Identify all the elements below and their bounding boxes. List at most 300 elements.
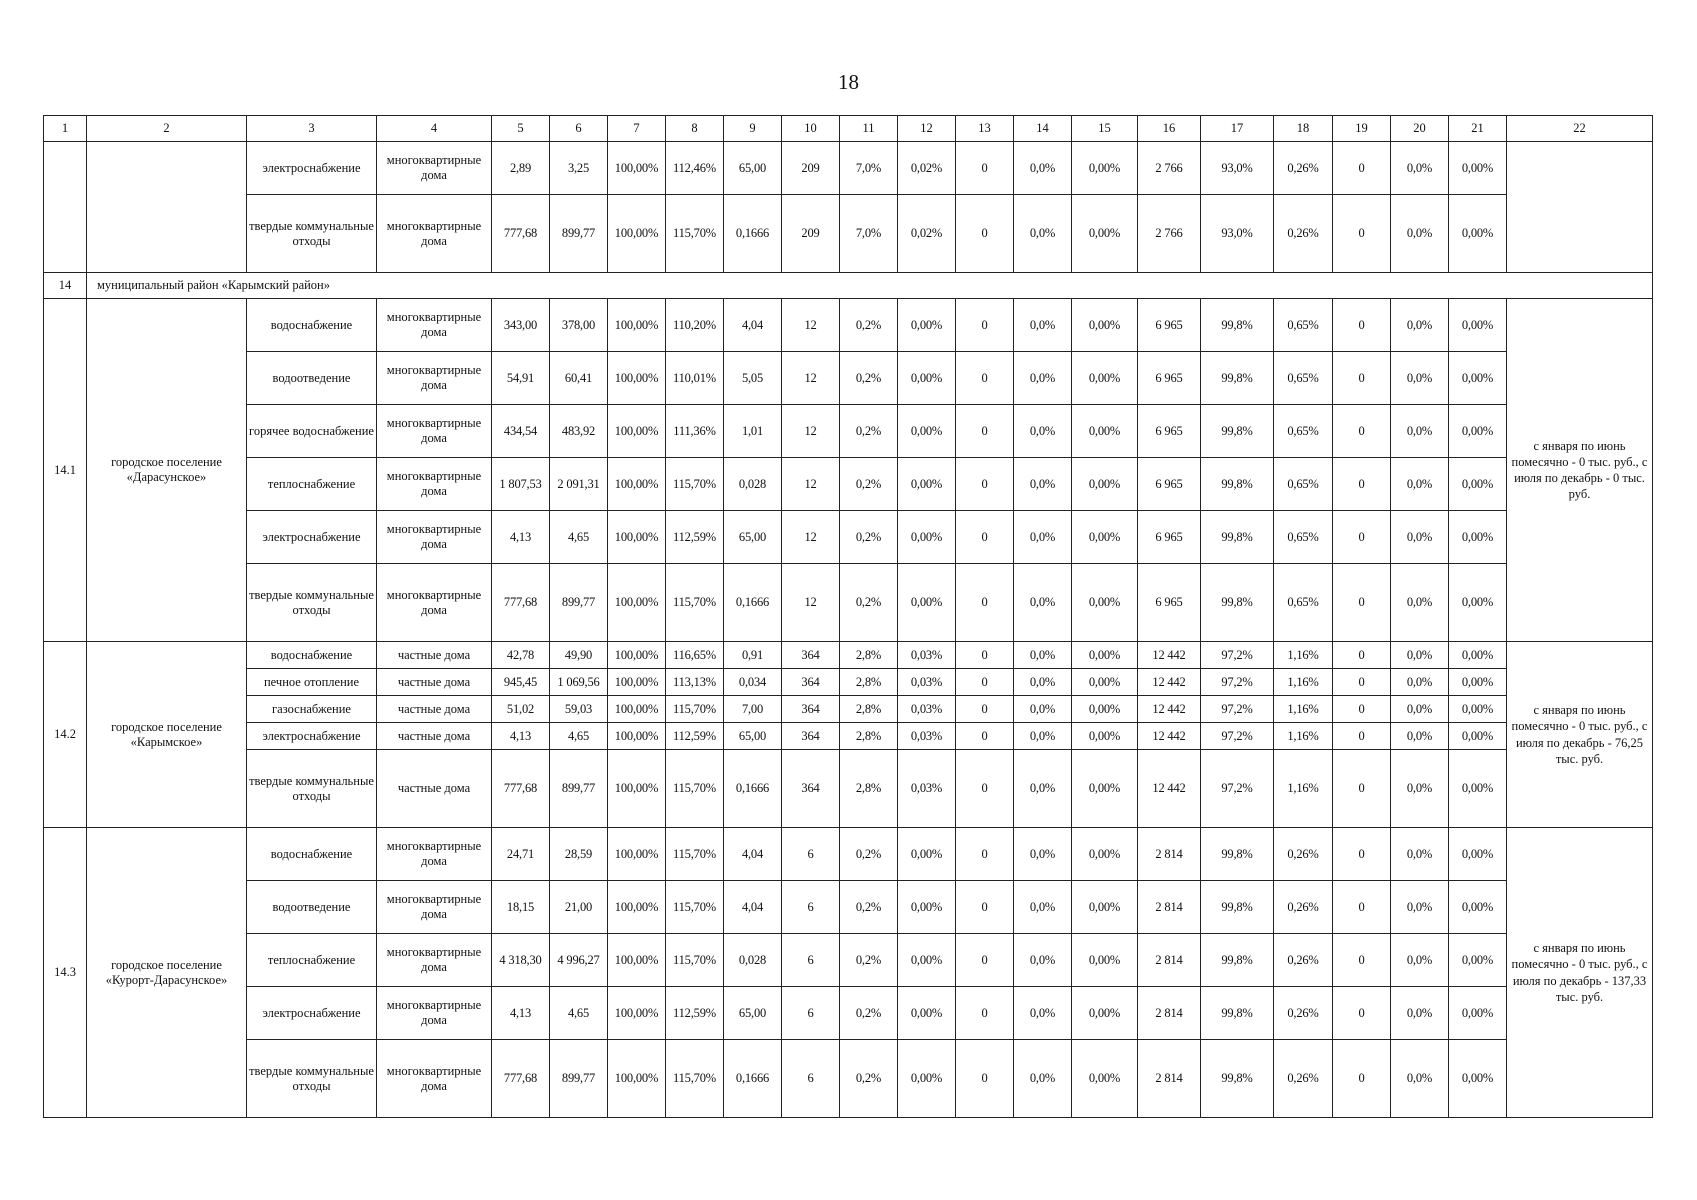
- service-cell: водоотведение: [247, 881, 377, 934]
- value-cell: 0: [1333, 750, 1391, 828]
- value-cell: 0: [1333, 828, 1391, 881]
- value-cell: 0,00%: [1449, 750, 1507, 828]
- value-cell: 42,78: [492, 642, 550, 669]
- value-cell: 100,00%: [608, 405, 666, 458]
- value-cell: 7,00: [724, 696, 782, 723]
- value-cell: 0: [956, 881, 1014, 934]
- value-cell: 0: [1333, 987, 1391, 1040]
- value-cell: 2 766: [1138, 195, 1201, 273]
- service-cell: водоснабжение: [247, 299, 377, 352]
- value-cell: 49,90: [550, 642, 608, 669]
- value-cell: 4,65: [550, 987, 608, 1040]
- value-cell: 0,034: [724, 669, 782, 696]
- value-cell: 12: [782, 564, 840, 642]
- value-cell: 0,65%: [1274, 352, 1333, 405]
- value-cell: 99,8%: [1201, 458, 1274, 511]
- value-cell: 0,00%: [1072, 696, 1138, 723]
- value-cell: 0: [956, 299, 1014, 352]
- value-cell: 0,65%: [1274, 458, 1333, 511]
- value-cell: 115,70%: [666, 828, 724, 881]
- column-number-cell: 19: [1333, 116, 1391, 142]
- value-cell: 364: [782, 750, 840, 828]
- value-cell: 364: [782, 669, 840, 696]
- value-cell: 112,46%: [666, 142, 724, 195]
- housing-type-cell: частные дома: [377, 696, 492, 723]
- service-cell: горячее водоснабжение: [247, 405, 377, 458]
- value-cell: 0: [1333, 669, 1391, 696]
- value-cell: 0,0%: [1014, 511, 1072, 564]
- value-cell: 364: [782, 696, 840, 723]
- value-cell: 99,8%: [1201, 352, 1274, 405]
- value-cell: 100,00%: [608, 352, 666, 405]
- column-number-cell: 16: [1138, 116, 1201, 142]
- value-cell: 4 996,27: [550, 934, 608, 987]
- value-cell: 434,54: [492, 405, 550, 458]
- service-cell: твердые коммунальные отходы: [247, 750, 377, 828]
- value-cell: 4,13: [492, 723, 550, 750]
- value-cell: 0,00%: [898, 564, 956, 642]
- value-cell: 0,2%: [840, 405, 898, 458]
- housing-type-cell: частные дома: [377, 723, 492, 750]
- value-cell: 0,00%: [1072, 1040, 1138, 1118]
- value-cell: 899,77: [550, 750, 608, 828]
- page-number: 18: [838, 70, 859, 94]
- value-cell: 2,8%: [840, 696, 898, 723]
- value-cell: 6 965: [1138, 511, 1201, 564]
- value-cell: 2 814: [1138, 828, 1201, 881]
- value-cell: 65,00: [724, 987, 782, 1040]
- value-cell: 0,02%: [898, 195, 956, 273]
- value-cell: 0,2%: [840, 934, 898, 987]
- value-cell: 28,59: [550, 828, 608, 881]
- row-number-cell: 14.3: [44, 828, 87, 1118]
- value-cell: 0,0%: [1014, 934, 1072, 987]
- value-cell: 2 814: [1138, 987, 1201, 1040]
- housing-type-cell: многоквартирные дома: [377, 564, 492, 642]
- value-cell: 0,00%: [1072, 669, 1138, 696]
- table-row: [44, 881, 1653, 934]
- service-cell: теплоснабжение: [247, 458, 377, 511]
- value-cell: 0: [1333, 564, 1391, 642]
- value-cell: 777,68: [492, 1040, 550, 1118]
- settlement-cell: городское поселение «Дарасунское»: [87, 299, 247, 642]
- value-cell: 0,00%: [1449, 564, 1507, 642]
- value-cell: 0,65%: [1274, 405, 1333, 458]
- value-cell: 65,00: [724, 511, 782, 564]
- value-cell: 100,00%: [608, 564, 666, 642]
- settlement-cell: городское поселение «Карымское»: [87, 642, 247, 828]
- value-cell: 0,26%: [1274, 934, 1333, 987]
- value-cell: 6: [782, 987, 840, 1040]
- table-row: [44, 142, 1653, 195]
- value-cell: 0,0%: [1391, 828, 1449, 881]
- value-cell: 0,00%: [1072, 564, 1138, 642]
- table-row: [44, 696, 1653, 723]
- housing-type-cell: многоквартирные дома: [377, 405, 492, 458]
- value-cell: 1,16%: [1274, 723, 1333, 750]
- value-cell: 100,00%: [608, 1040, 666, 1118]
- value-cell: 777,68: [492, 750, 550, 828]
- column-number-cell: 8: [666, 116, 724, 142]
- value-cell: 0,0%: [1391, 881, 1449, 934]
- table-row: [44, 195, 1653, 273]
- value-cell: 0,00%: [1449, 352, 1507, 405]
- column-number-row: [44, 116, 1653, 142]
- value-cell: 0: [1333, 352, 1391, 405]
- housing-type-cell: многоквартирные дома: [377, 987, 492, 1040]
- value-cell: 1,16%: [1274, 750, 1333, 828]
- table-row: [44, 828, 1653, 881]
- row-number-cell: 14.1: [44, 299, 87, 642]
- service-cell: электроснабжение: [247, 142, 377, 195]
- value-cell: 0,00%: [1449, 723, 1507, 750]
- value-cell: 100,00%: [608, 750, 666, 828]
- value-cell: 100,00%: [608, 669, 666, 696]
- column-number-cell: 1: [44, 116, 87, 142]
- table-row: [44, 458, 1653, 511]
- value-cell: 0: [1333, 723, 1391, 750]
- value-cell: 0,00%: [1449, 142, 1507, 195]
- value-cell: 97,2%: [1201, 723, 1274, 750]
- value-cell: 899,77: [550, 564, 608, 642]
- value-cell: 6 965: [1138, 405, 1201, 458]
- value-cell: 0,03%: [898, 669, 956, 696]
- service-cell: твердые коммунальные отходы: [247, 564, 377, 642]
- value-cell: 0,00%: [1449, 828, 1507, 881]
- value-cell: 0: [956, 564, 1014, 642]
- value-cell: 6: [782, 881, 840, 934]
- value-cell: 0,0%: [1014, 564, 1072, 642]
- table-row: [44, 352, 1653, 405]
- value-cell: 0,0%: [1391, 458, 1449, 511]
- value-cell: 0: [956, 696, 1014, 723]
- value-cell: 99,8%: [1201, 564, 1274, 642]
- value-cell: 3,25: [550, 142, 608, 195]
- value-cell: 0,26%: [1274, 142, 1333, 195]
- value-cell: 2 814: [1138, 934, 1201, 987]
- housing-type-cell: частные дома: [377, 669, 492, 696]
- value-cell: 0,00%: [898, 299, 956, 352]
- value-cell: 0,0%: [1014, 299, 1072, 352]
- value-cell: 0,00%: [1072, 987, 1138, 1040]
- value-cell: 0: [956, 934, 1014, 987]
- value-cell: 97,2%: [1201, 669, 1274, 696]
- value-cell: 97,2%: [1201, 750, 1274, 828]
- value-cell: 4,04: [724, 828, 782, 881]
- housing-type-cell: многоквартирные дома: [377, 934, 492, 987]
- value-cell: 12: [782, 458, 840, 511]
- value-cell: 0: [956, 1040, 1014, 1118]
- value-cell: 0,00%: [1449, 299, 1507, 352]
- table-row: [44, 750, 1653, 828]
- value-cell: 1,01: [724, 405, 782, 458]
- value-cell: 65,00: [724, 723, 782, 750]
- value-cell: 2,8%: [840, 642, 898, 669]
- value-cell: 0,0%: [1391, 987, 1449, 1040]
- value-cell: 2,8%: [840, 750, 898, 828]
- value-cell: 115,70%: [666, 881, 724, 934]
- value-cell: 0,00%: [898, 458, 956, 511]
- column-number-cell: 17: [1201, 116, 1274, 142]
- value-cell: 0,00%: [1072, 750, 1138, 828]
- value-cell: 378,00: [550, 299, 608, 352]
- value-cell: 0,00%: [1449, 669, 1507, 696]
- value-cell: 0,02%: [898, 142, 956, 195]
- service-cell: твердые коммунальные отходы: [247, 195, 377, 273]
- value-cell: 0: [1333, 642, 1391, 669]
- value-cell: 100,00%: [608, 723, 666, 750]
- value-cell: 115,70%: [666, 696, 724, 723]
- service-cell: печное отопление: [247, 669, 377, 696]
- value-cell: 0: [956, 142, 1014, 195]
- value-cell: 0,00%: [1449, 696, 1507, 723]
- service-cell: электроснабжение: [247, 723, 377, 750]
- value-cell: 12 442: [1138, 642, 1201, 669]
- value-cell: 0,2%: [840, 299, 898, 352]
- value-cell: 6: [782, 934, 840, 987]
- value-cell: 0,0%: [1014, 750, 1072, 828]
- value-cell: 0,0%: [1391, 405, 1449, 458]
- value-cell: 0,65%: [1274, 511, 1333, 564]
- value-cell: 0,2%: [840, 511, 898, 564]
- value-cell: 0,00%: [1072, 511, 1138, 564]
- column-number-cell: 21: [1449, 116, 1507, 142]
- value-cell: 12 442: [1138, 696, 1201, 723]
- value-cell: 209: [782, 195, 840, 273]
- value-cell: 0,0%: [1391, 750, 1449, 828]
- value-cell: 0: [956, 458, 1014, 511]
- district-row: [44, 273, 1653, 299]
- value-cell: 0: [1333, 299, 1391, 352]
- value-cell: 93,0%: [1201, 142, 1274, 195]
- value-cell: 12: [782, 405, 840, 458]
- value-cell: 0,0%: [1391, 696, 1449, 723]
- value-cell: 6: [782, 828, 840, 881]
- value-cell: 2,89: [492, 142, 550, 195]
- value-cell: 0: [956, 642, 1014, 669]
- value-cell: 100,00%: [608, 642, 666, 669]
- housing-type-cell: многоквартирные дома: [377, 511, 492, 564]
- table-row: [44, 987, 1653, 1040]
- value-cell: 1,16%: [1274, 642, 1333, 669]
- value-cell: 0,26%: [1274, 828, 1333, 881]
- value-cell: 0,0%: [1391, 669, 1449, 696]
- value-cell: 0: [1333, 511, 1391, 564]
- column-number-cell: 9: [724, 116, 782, 142]
- value-cell: 0,00%: [1449, 881, 1507, 934]
- value-cell: 1,16%: [1274, 669, 1333, 696]
- value-cell: 18,15: [492, 881, 550, 934]
- value-cell: 100,00%: [608, 881, 666, 934]
- note-cell: с января по июнь помесячно - 0 тыс. руб., с июля по декабрь - 76,25 тыс. руб.: [1507, 642, 1653, 828]
- value-cell: 99,8%: [1201, 405, 1274, 458]
- value-cell: 112,59%: [666, 987, 724, 1040]
- value-cell: 0,00%: [1072, 352, 1138, 405]
- table-row: [44, 405, 1653, 458]
- column-number-cell: 15: [1072, 116, 1138, 142]
- value-cell: 0,00%: [1449, 511, 1507, 564]
- value-cell: 945,45: [492, 669, 550, 696]
- value-cell: 6 965: [1138, 564, 1201, 642]
- district-number-cell: 14: [44, 273, 87, 299]
- value-cell: 0: [956, 352, 1014, 405]
- housing-type-cell: многоквартирные дома: [377, 142, 492, 195]
- table-row: [44, 299, 1653, 352]
- value-cell: 0,91: [724, 642, 782, 669]
- value-cell: 4,65: [550, 723, 608, 750]
- value-cell: 112,59%: [666, 511, 724, 564]
- value-cell: 0,65%: [1274, 564, 1333, 642]
- value-cell: 0,0%: [1014, 352, 1072, 405]
- value-cell: 343,00: [492, 299, 550, 352]
- value-cell: 0,2%: [840, 564, 898, 642]
- tariff-table: [43, 115, 1653, 1118]
- value-cell: 0,1666: [724, 564, 782, 642]
- value-cell: 0,0%: [1014, 987, 1072, 1040]
- value-cell: 2 766: [1138, 142, 1201, 195]
- value-cell: 24,71: [492, 828, 550, 881]
- value-cell: 0,00%: [1072, 828, 1138, 881]
- value-cell: 0,26%: [1274, 1040, 1333, 1118]
- value-cell: 12: [782, 352, 840, 405]
- value-cell: 0,0%: [1391, 299, 1449, 352]
- value-cell: 0,00%: [1449, 642, 1507, 669]
- value-cell: 21,00: [550, 881, 608, 934]
- value-cell: 0,65%: [1274, 299, 1333, 352]
- value-cell: 12 442: [1138, 669, 1201, 696]
- value-cell: 0,03%: [898, 750, 956, 828]
- value-cell: 99,8%: [1201, 1040, 1274, 1118]
- value-cell: 0: [1333, 458, 1391, 511]
- value-cell: 0: [956, 750, 1014, 828]
- value-cell: 0,00%: [1072, 405, 1138, 458]
- value-cell: 0,26%: [1274, 987, 1333, 1040]
- value-cell: 0,00%: [1449, 934, 1507, 987]
- value-cell: 99,8%: [1201, 828, 1274, 881]
- value-cell: 0,0%: [1014, 828, 1072, 881]
- settlement-cell: [87, 142, 247, 273]
- value-cell: 0,0%: [1391, 723, 1449, 750]
- value-cell: 99,8%: [1201, 881, 1274, 934]
- value-cell: 99,8%: [1201, 511, 1274, 564]
- value-cell: 0,0%: [1391, 934, 1449, 987]
- value-cell: 100,00%: [608, 828, 666, 881]
- value-cell: 0: [1333, 405, 1391, 458]
- value-cell: 364: [782, 723, 840, 750]
- value-cell: 110,20%: [666, 299, 724, 352]
- value-cell: 99,8%: [1201, 987, 1274, 1040]
- service-cell: электроснабжение: [247, 511, 377, 564]
- value-cell: 0,0%: [1391, 352, 1449, 405]
- value-cell: 0,1666: [724, 195, 782, 273]
- value-cell: 0,00%: [898, 934, 956, 987]
- value-cell: 12 442: [1138, 750, 1201, 828]
- value-cell: 4,13: [492, 987, 550, 1040]
- value-cell: 0,00%: [1072, 299, 1138, 352]
- value-cell: 6 965: [1138, 352, 1201, 405]
- housing-type-cell: частные дома: [377, 642, 492, 669]
- value-cell: 60,41: [550, 352, 608, 405]
- value-cell: 0,00%: [1072, 642, 1138, 669]
- value-cell: 364: [782, 642, 840, 669]
- value-cell: 0,0%: [1014, 1040, 1072, 1118]
- value-cell: 0,00%: [1449, 405, 1507, 458]
- value-cell: 0,00%: [1449, 1040, 1507, 1118]
- housing-type-cell: многоквартирные дома: [377, 195, 492, 273]
- value-cell: 0: [1333, 696, 1391, 723]
- value-cell: 483,92: [550, 405, 608, 458]
- value-cell: 115,70%: [666, 564, 724, 642]
- value-cell: 899,77: [550, 195, 608, 273]
- value-cell: 2 814: [1138, 1040, 1201, 1118]
- service-cell: твердые коммунальные отходы: [247, 1040, 377, 1118]
- value-cell: 1 069,56: [550, 669, 608, 696]
- value-cell: 899,77: [550, 1040, 608, 1118]
- value-cell: 0: [956, 511, 1014, 564]
- value-cell: 100,00%: [608, 299, 666, 352]
- value-cell: 12: [782, 511, 840, 564]
- value-cell: 12: [782, 299, 840, 352]
- column-number-cell: 18: [1274, 116, 1333, 142]
- value-cell: 116,65%: [666, 642, 724, 669]
- value-cell: 5,05: [724, 352, 782, 405]
- column-number-cell: 5: [492, 116, 550, 142]
- value-cell: 0,1666: [724, 1040, 782, 1118]
- value-cell: 115,70%: [666, 934, 724, 987]
- value-cell: 4,04: [724, 299, 782, 352]
- value-cell: 6 965: [1138, 458, 1201, 511]
- service-cell: водоснабжение: [247, 642, 377, 669]
- table-row: [44, 1040, 1653, 1118]
- value-cell: 97,2%: [1201, 642, 1274, 669]
- value-cell: 115,70%: [666, 750, 724, 828]
- value-cell: 0,2%: [840, 352, 898, 405]
- column-number-cell: 13: [956, 116, 1014, 142]
- value-cell: 2 814: [1138, 881, 1201, 934]
- value-cell: 99,8%: [1201, 934, 1274, 987]
- value-cell: 59,03: [550, 696, 608, 723]
- value-cell: 113,13%: [666, 669, 724, 696]
- value-cell: 115,70%: [666, 195, 724, 273]
- value-cell: 2,8%: [840, 669, 898, 696]
- value-cell: 0,2%: [840, 828, 898, 881]
- value-cell: 0: [1333, 142, 1391, 195]
- column-number-cell: 2: [87, 116, 247, 142]
- district-name-cell: муниципальный район «Карымский район»: [87, 273, 1653, 299]
- value-cell: 0,00%: [898, 352, 956, 405]
- note-cell: [1507, 142, 1653, 273]
- value-cell: 777,68: [492, 195, 550, 273]
- value-cell: 0,0%: [1014, 458, 1072, 511]
- value-cell: 0,00%: [898, 987, 956, 1040]
- table-row: [44, 934, 1653, 987]
- value-cell: 93,0%: [1201, 195, 1274, 273]
- value-cell: 100,00%: [608, 934, 666, 987]
- service-cell: водоотведение: [247, 352, 377, 405]
- column-number-cell: 11: [840, 116, 898, 142]
- housing-type-cell: многоквартирные дома: [377, 828, 492, 881]
- value-cell: 0,00%: [898, 405, 956, 458]
- value-cell: 100,00%: [608, 195, 666, 273]
- column-number-cell: 12: [898, 116, 956, 142]
- housing-type-cell: многоквартирные дома: [377, 881, 492, 934]
- value-cell: 4,65: [550, 511, 608, 564]
- value-cell: 97,2%: [1201, 696, 1274, 723]
- value-cell: 0,00%: [1072, 142, 1138, 195]
- column-number-cell: 20: [1391, 116, 1449, 142]
- settlement-cell: городское поселение «Курорт-Дарасунское»: [87, 828, 247, 1118]
- value-cell: 0,26%: [1274, 195, 1333, 273]
